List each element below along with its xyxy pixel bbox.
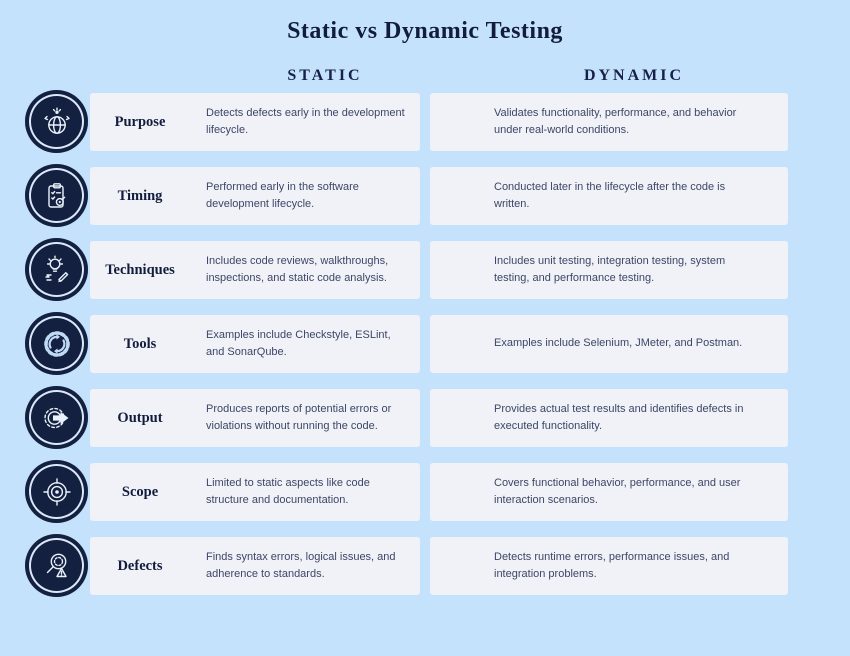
row-icon-badge [25, 90, 88, 153]
row-label: Purpose [114, 113, 166, 130]
dynamic-cell-text: Covers functional behavior, performance, and user interaction scenarios. [494, 476, 741, 506]
static-cell-text: Produces reports of potential errors or violations without running the code. [206, 402, 392, 432]
magnifier-alert-icon [39, 548, 75, 584]
column-header-dynamic: DYNAMIC [583, 67, 685, 84]
page-title: Static vs Dynamic Testing [287, 18, 563, 44]
table-row-purpose [0, 93, 850, 151]
row-icon-badge [25, 312, 88, 375]
row-label: Tools [123, 335, 157, 352]
row-label: Techniques [105, 261, 175, 278]
gear-arrow-icon [39, 400, 75, 436]
dynamic-cell [430, 241, 788, 299]
static-cell [90, 167, 420, 225]
table-row-output [0, 389, 850, 447]
row-label: Output [117, 409, 163, 426]
dynamic-cell-text: Provides actual test results and identifies defects in executed functionality. [494, 402, 744, 432]
lightbulb-pencil-icon [39, 252, 75, 288]
row-label: Defects [117, 557, 163, 574]
row-icon-badge [25, 460, 88, 523]
static-cell-text: Examples include Checkstyle, ESLint, and SonarQube. [206, 328, 391, 358]
column-headers [0, 67, 850, 89]
static-cell-text: Finds syntax errors, logical issues, and adherence to standards. [206, 550, 396, 580]
static-cell [90, 537, 420, 595]
clipboard-target-icon [39, 178, 75, 214]
column-header-static: STATIC [287, 67, 363, 84]
static-cell-text: Performed early in the software development lifecycle. [206, 180, 359, 210]
static-cell [90, 389, 420, 447]
static-cell [90, 463, 420, 521]
crosshair-icon [39, 474, 75, 510]
dynamic-cell [430, 463, 788, 521]
static-cell [90, 241, 420, 299]
static-cell [90, 315, 420, 373]
dynamic-cell [430, 93, 788, 151]
dynamic-cell [430, 389, 788, 447]
dynamic-cell-text: Conducted later in the lifecycle after the code is written. [494, 180, 726, 210]
table-row-scope [0, 463, 850, 521]
row-icon-badge [25, 534, 88, 597]
static-cell-text: Detects defects early in the development lifecycle. [206, 106, 405, 136]
dynamic-cell [430, 537, 788, 595]
dynamic-cell [430, 315, 788, 373]
dynamic-cell-text: Detects runtime errors, performance issues, and integration problems. [494, 550, 730, 580]
row-icon-badge [25, 164, 88, 227]
table-row-timing [0, 167, 850, 225]
row-icon-badge [25, 238, 88, 301]
table-row-techniques [0, 241, 850, 299]
row-icon-badge [25, 386, 88, 449]
dynamic-cell [430, 167, 788, 225]
static-cell-text: Includes code reviews, walkthroughs, inspections, and static code analysis. [206, 254, 389, 284]
goal-globe-icon [39, 104, 75, 140]
comparison-table [0, 93, 850, 595]
static-cell [90, 93, 420, 151]
table-row-defects [0, 537, 850, 595]
row-label: Scope [121, 483, 159, 500]
static-cell-text: Limited to static aspects like code structure and documentation. [206, 476, 370, 506]
dynamic-cell-text: Examples include Selenium, JMeter, and Postman. [494, 337, 743, 350]
dynamic-cell-text: Validates functionality, performance, and behavior under real-world conditions. [494, 106, 737, 136]
row-label: Timing [117, 187, 163, 204]
dynamic-cell-text: Includes unit testing, integration testing, system testing, and performance testing. [494, 254, 726, 284]
gear-sync-icon [39, 326, 75, 362]
table-row-tools [0, 315, 850, 373]
